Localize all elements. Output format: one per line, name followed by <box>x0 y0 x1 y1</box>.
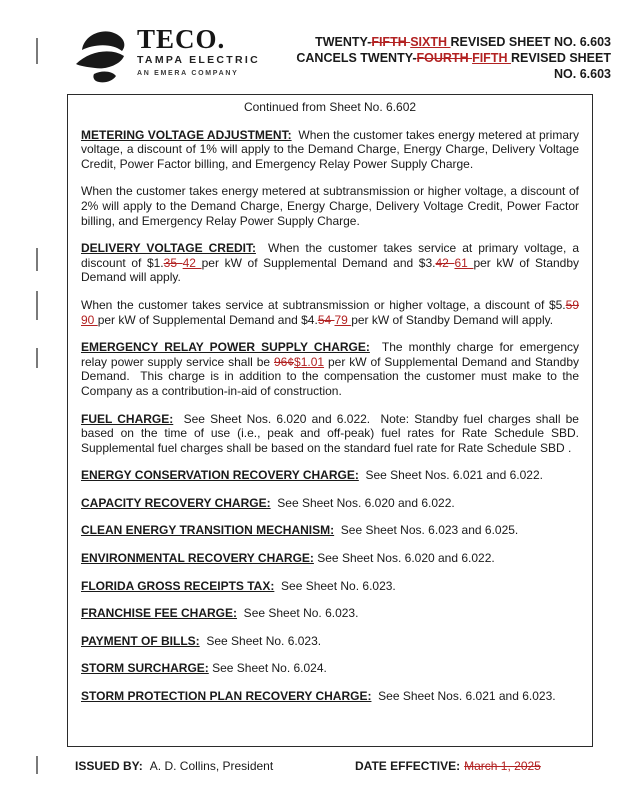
section-heading: PAYMENT OF BILLS: <box>81 633 200 648</box>
date-effective-deleted: March 1, 2025 <box>464 759 541 773</box>
body-text: See Sheet Nos. 6.021 and 6.022. <box>358 468 543 483</box>
body-text: See Sheet No. 6.023. <box>237 606 359 621</box>
tariff-paragraph <box>81 523 579 538</box>
issued-by-row <box>75 759 273 773</box>
section-heading: FRANCHISE FEE CHARGE: <box>81 606 238 621</box>
inserted-text: 61 <box>454 255 474 270</box>
revision-text: TWENTY- <box>315 35 372 49</box>
deleted-text: FIFTH <box>371 35 411 49</box>
body-text: When the customer takes service at subtransmission or higher voltage, a discount of $5. <box>81 297 566 312</box>
inserted-text: 79 <box>334 312 352 327</box>
change-bar <box>36 348 38 368</box>
tariff-paragraph <box>81 184 579 228</box>
inserted-text: FIFTH <box>472 51 511 65</box>
deleted-text: 96¢ <box>273 354 295 369</box>
tariff-paragraph <box>81 606 579 621</box>
logo-emera-company: AN EMERA COMPANY <box>137 70 239 77</box>
deleted-text: 35 <box>163 255 183 270</box>
change-bar <box>36 38 38 64</box>
tariff-paragraph <box>81 128 579 172</box>
body-text: See Sheet No. 6.023. <box>274 578 396 593</box>
revision-text: REVISED SHEET NO. 6.603 <box>450 35 611 49</box>
tariff-paragraph <box>81 496 579 511</box>
tariff-paragraph <box>81 298 579 327</box>
body-text: When the customer takes energy metered at primary voltage, a discount of 1% will apply to the Demand Charge, Energy Charge, Delivery Voltage Credit, Power Factor billing, and Emergency Relay Power Supply Charge. <box>81 127 579 171</box>
deleted-text: 59 <box>565 297 579 312</box>
body-text: per kW of Supplemental Demand and $3. <box>201 255 436 270</box>
deleted-text: 42 <box>435 255 455 270</box>
body-text: See Sheet Nos. 6.020 and 6.022. <box>313 551 495 566</box>
revision-line-2 <box>231 50 611 66</box>
change-bar <box>36 248 38 271</box>
tariff-paragraph <box>81 412 579 456</box>
tariff-paragraph <box>81 634 579 649</box>
section-heading: ENVIRONMENTAL RECOVERY CHARGE: <box>81 551 314 566</box>
tariff-paragraph <box>81 661 579 676</box>
inserted-text: 42 <box>182 255 202 270</box>
body-text: When the customer takes energy metered at subtransmission or higher voltage, a discount of 2% will apply to the Demand Charge, Energy Charge, Delivery Voltage Credit, Power Factor billing, and Emergency Relay Power Supply Charge. <box>81 184 579 228</box>
section-heading: EMERGENCY RELAY POWER SUPPLY CHARGE: <box>81 340 370 355</box>
deleted-text: FOURTH <box>416 51 473 65</box>
section-heading: CLEAN ENERGY TRANSITION MECHANISM: <box>81 523 335 538</box>
date-effective-row <box>355 759 541 773</box>
body-text: See Sheet No. 6.023. <box>199 633 322 648</box>
tariff-paragraph <box>81 689 579 704</box>
logo-company-name: TECO. <box>137 24 226 54</box>
logo-tampa-electric: TAMPA ELECTRIC <box>137 54 260 66</box>
body-text: When the customer takes service at primary voltage, a discount of $1. <box>81 241 579 270</box>
tariff-paragraph <box>81 241 579 285</box>
body-text: See Sheet Nos. 6.021 and 6.023. <box>371 689 556 704</box>
tariff-content-box <box>67 94 593 747</box>
section-heading: FLORIDA GROSS RECEIPTS TAX: <box>81 578 275 593</box>
revision-header <box>231 34 611 82</box>
section-heading: METERING VOLTAGE ADJUSTMENT: <box>81 127 292 142</box>
tariff-paragraph <box>81 579 579 594</box>
section-heading: ENERGY CONSERVATION RECOVERY CHARGE: <box>81 468 359 483</box>
revision-line-3: NO. 6.603 <box>554 67 611 81</box>
change-bar <box>36 291 38 320</box>
body-text: See Sheet Nos. 6.023 and 6.025. <box>334 523 519 538</box>
continued-from-line: Continued from Sheet No. 6.602 <box>243 100 417 114</box>
revision-text: REVISED SHEET <box>510 51 611 65</box>
body-text: per kW of Supplemental Demand and $4. <box>97 312 318 327</box>
deleted-text: 54 <box>317 312 335 327</box>
section-heading: CAPACITY RECOVERY CHARGE: <box>81 495 271 510</box>
teco-logo-mark-icon <box>74 26 130 89</box>
inserted-text: SIXTH <box>410 35 451 49</box>
body-text: The monthly charge for emergency relay power supply service shall be <box>81 340 579 369</box>
section-heading: FUEL CHARGE: <box>81 411 174 426</box>
revision-text: CANCELS TWENTY- <box>296 51 417 65</box>
section-heading: DELIVERY VOLTAGE CREDIT: <box>81 241 256 256</box>
revision-line-1 <box>231 34 611 50</box>
inserted-text: 90 <box>81 312 98 327</box>
tariff-paragraph <box>81 468 579 483</box>
issued-by-value: A. D. Collins, President <box>149 759 274 773</box>
tariff-paragraph <box>81 340 579 398</box>
body-text: See Sheet Nos. 6.020 and 6.022. <box>270 495 455 510</box>
change-bar <box>36 756 38 774</box>
body-text: per kW of Supplemental Demand and Standby Demand. This charge is in addition to the compensation the customer must make to the Company as a contribution-in-aid of construction. <box>81 354 580 398</box>
body-text: per kW of Standby Demand will apply. <box>81 255 580 285</box>
body-text: See Sheet No. 6.024. <box>208 661 327 676</box>
inserted-text: $1.01 <box>294 354 325 369</box>
section-heading: STORM PROTECTION PLAN RECOVERY CHARGE: <box>81 689 372 704</box>
issued-by-label: ISSUED BY: <box>75 759 143 773</box>
tariff-body <box>81 128 579 704</box>
body-text: per kW of Standby Demand will apply. <box>351 312 554 327</box>
body-text: See Sheet Nos. 6.020 and 6.022. Note: Standby fuel charges shall be based on the time of use (i.e., peak and off-peak) fuel rates for Rate Schedule SBD. Supplemental fuel charges shall be based on the standard fuel rate for Rate Schedule SBD . <box>81 411 579 455</box>
tariff-paragraph <box>81 551 579 566</box>
section-heading: STORM SURCHARGE: <box>81 661 209 676</box>
date-effective-label: DATE EFFECTIVE: <box>355 759 461 773</box>
